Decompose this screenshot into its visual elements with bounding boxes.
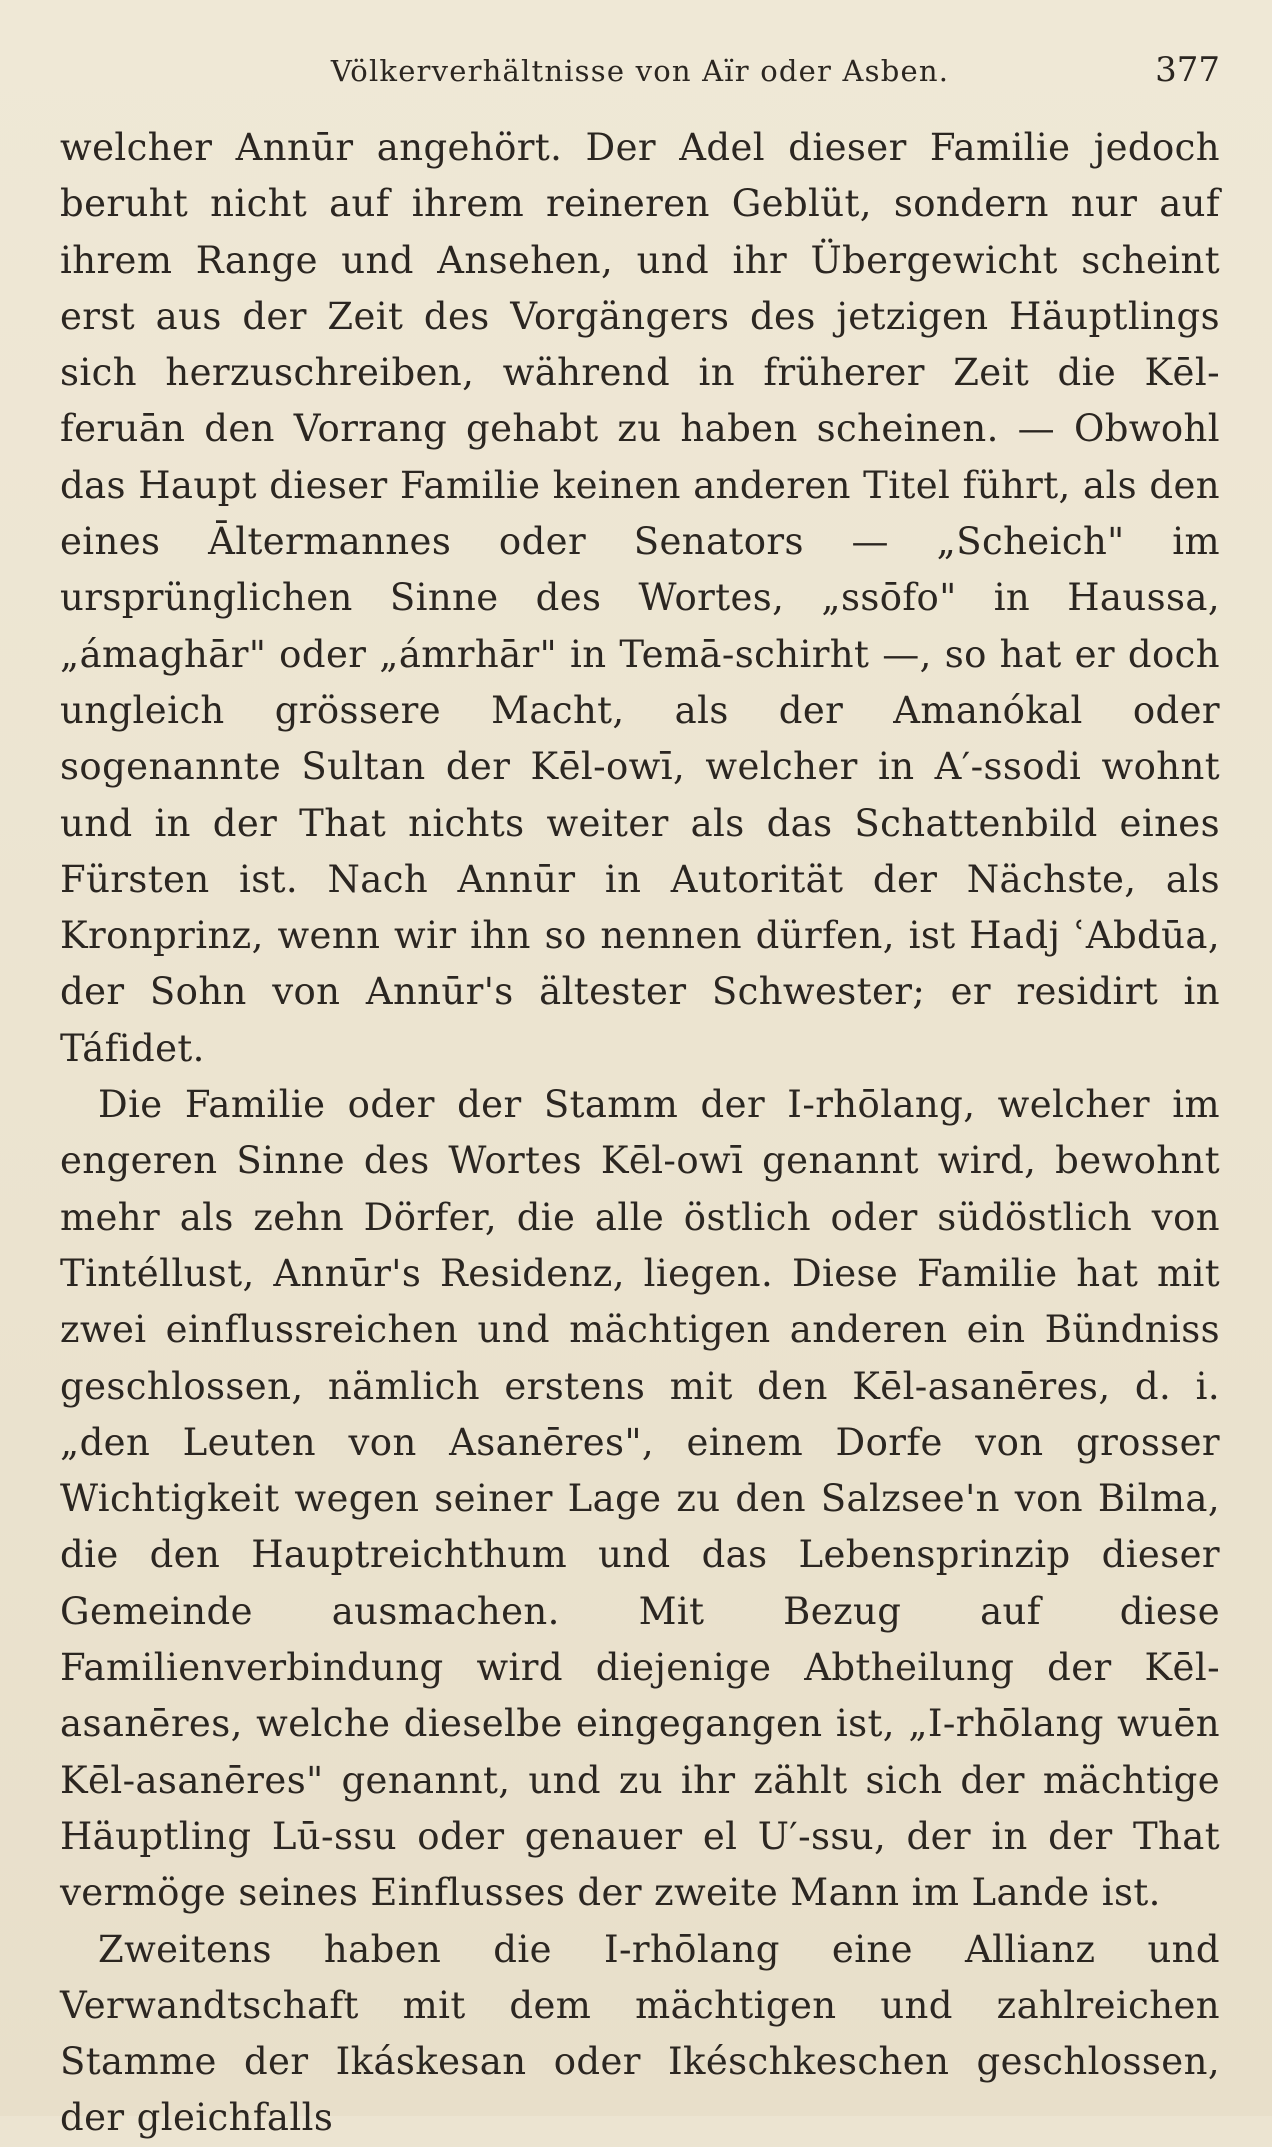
paragraph-alliance-ikaskesan: Zweitens haben die I-rhōlang eine Allianz und Verwandtschaft mit dem mächtigen und zahlreichen Stamme der Ikáskesan oder Ikéschkeschen geschlossen, der gleichfalls bbox=[60, 1927, 1220, 2140]
paragraph-i-rholang-family: Die Familie oder der Stamm der I-rhōlang, welcher im engeren Sinne des Wortes Kēl-owī genannt wird, bewohnt mehr als zehn Dörfer, die alle östlich oder südöstlich von Tintéllust, Annūr's Residenz, liegen. Diese Familie hat mit zwei einflussreichen und mächtigen anderen ein Bündniss geschlossen, nämlich erstens mit den Kēl-asanēres, d. i. „den Leuten von Asanēres", einem Dorfe von grosser Wichtigkeit wegen seiner Lage zu den Salzsee'n von Bilma, die den Hauptreichthum und das Lebensprinzip dieser Gemeinde ausmachen. Mit Bezug auf diese Familienverbindung wird diejenige Abtheilung der Kēl-asanēres, welche dieselbe eingegangen ist, „I-rhōlang wuēn Kēl-asanēres" genannt, und zu ihr zählt sich der mächtige Häuptling Lū-ssu oder genauer el U′-ssu, der in der That vermöge seines Einflusses der zweite Mann im Lande ist. bbox=[60, 1083, 1220, 1915]
page-number: 377 bbox=[1155, 50, 1220, 90]
running-title: Völkerverhältnisse von Aïr oder Asben. bbox=[330, 54, 950, 88]
running-head bbox=[60, 50, 1220, 96]
body-text bbox=[60, 120, 1220, 2147]
paragraph-continued: welcher Annūr angehört. Der Adel dieser Familie jedoch beruht nicht auf ihrem reineren Geblüt, sondern nur auf ihrem Range und Ansehen, und ihr Übergewicht scheint erst aus der Zeit des Vorgängers des jetzigen Häuptlings sich herzuschreiben, während in früherer Zeit die Kēl-feruān den Vorrang gehabt zu haben scheinen. — Obwohl das Haupt dieser Familie keinen anderen Titel führt, als den eines Āltermannes oder Senators — „Scheich" im ursprünglichen Sinne des Wortes, „ssōfo" in Haussa, „ámaghār" oder „ámrhār" in Temā-schirht —, so hat er doch ungleich grössere Macht, als der Amanókal oder sogenannte Sultan der Kēl-owī, welcher in A′-ssodi wohnt und in der That nichts weiter als das Schattenbild eines Fürsten ist. Nach Annūr in Autorität der Nächste, als Kronprinz, wenn wir ihn so nennen dürfen, ist Hadj ʿAbdūa, der Sohn von Annūr's ältester Schwester; er residirt in Táfidet. bbox=[60, 126, 1220, 1070]
